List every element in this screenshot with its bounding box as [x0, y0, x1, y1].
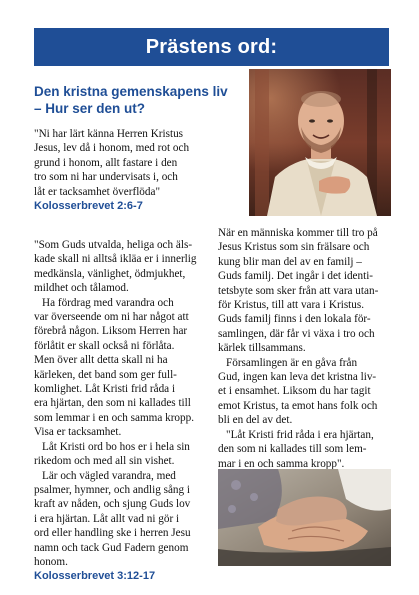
- text-line: Guds familj finns i den lokala för-: [218, 313, 371, 326]
- text-line: Jesus, lev då i honom, med rot och: [34, 142, 190, 155]
- scripture-reference: Kolosserbrevet 2:6-7: [34, 200, 143, 213]
- text-line: för Kristus, till att vara i Kristus.: [218, 299, 365, 312]
- text-line: "Ni har lärt känna Herren Kristus: [34, 128, 184, 140]
- text-line: rikedom och med all sin vishet.: [34, 455, 175, 468]
- text-line: kade skall ni alltså ikläa er i innerlig: [34, 253, 197, 266]
- text-line: kung blir man del av en familj –: [218, 255, 362, 268]
- text-line: låt er tacksamhet överflöda": [34, 185, 161, 198]
- text-line: samlingen, där får vi växa i tro och: [218, 327, 375, 340]
- text-line: Ha fördrag med varandra och: [42, 296, 174, 309]
- text-line: Guds familj. Det ingår i det identi-: [218, 270, 374, 283]
- text-line: bli en del av det.: [218, 414, 293, 427]
- text-line: som lemmar i en och samma kropp.: [34, 411, 195, 424]
- text-line: Visa er tacksamhet.: [34, 426, 122, 439]
- text-line: den som ni kallades till som lem-: [218, 443, 367, 456]
- text-line: ord eller handling ske i herren Jesu: [34, 527, 191, 540]
- header-banner: [34, 28, 389, 66]
- text-line: Men över allt detta skall ni ha: [34, 354, 168, 367]
- text-line: förlåtit er skall också ni förlåta.: [34, 339, 175, 352]
- text-line: Jesus Kristus som sin frälsare och: [218, 241, 370, 254]
- text-line: "Som Guds utvalda, heliga och äls-: [34, 239, 193, 251]
- banner-title: Prästens ord:: [145, 35, 278, 58]
- text-line: kärlek tillsammans.: [218, 342, 306, 355]
- text-line: et i ensamhet. Liksom du har tagit: [218, 385, 371, 398]
- subtitle-line: – Hur ser den ut?: [34, 101, 146, 116]
- text-line: Låt Kristi ord bo hos er i hela sin: [42, 440, 190, 453]
- text-line: var överseende om ni har något att: [34, 311, 189, 324]
- left-column: [34, 238, 216, 584]
- text-line: psalmer, hymner, och andlig sång i: [34, 483, 191, 496]
- text-line: i era hjärtan. Låt allt vad ni gör i: [34, 512, 180, 525]
- text-line: mildhet och tålamod.: [34, 282, 129, 295]
- text-line: grund i honom, allt fastare i den: [34, 156, 178, 169]
- text-line: "Låt Kristi frid råda i era hjärtan,: [226, 428, 374, 441]
- text-line: förebrå någon. Liksom Herren har: [34, 325, 188, 338]
- article-subtitle: [34, 83, 239, 117]
- text-line: kraft av nåden, och sjung Guds lov: [34, 498, 191, 511]
- text-line: Församlingen är en gåva från: [226, 356, 358, 369]
- text-line: medkänsla, vänlighet, ödmjukhet,: [34, 267, 186, 280]
- text-line: komlighet. Låt Kristi frid råda i: [34, 383, 176, 396]
- text-line: Gud, ingen kan leva det kristna liv-: [218, 371, 377, 384]
- text-line: När en människa kommer till tro på: [218, 227, 378, 239]
- text-line: mar i en och samma kropp".: [218, 457, 345, 470]
- text-line: Lär och vägled varandra, med: [42, 469, 176, 482]
- scripture-reference: Kolosserbrevet 3:12-17: [34, 570, 156, 583]
- text-line: namn och tack Gud Fadern genom: [34, 541, 189, 554]
- right-column: [218, 226, 396, 471]
- text-line: tetsbyte som sker från att vara utan-: [218, 284, 379, 297]
- intro-quote: [34, 127, 214, 214]
- text-line: tro som ni har undervisats i, och: [34, 171, 178, 184]
- hands-photo: [218, 469, 391, 566]
- priest-photo: [249, 69, 391, 216]
- text-line: era hjärtan, den som ni kallades till: [34, 397, 191, 410]
- text-line: kärleken, det band som ger full-: [34, 368, 177, 381]
- subtitle-line: Den kristna gemenskapens liv: [34, 84, 228, 99]
- text-line: emot Kristus, ta emot hans folk och: [218, 399, 378, 412]
- text-line: honom.: [34, 555, 68, 568]
